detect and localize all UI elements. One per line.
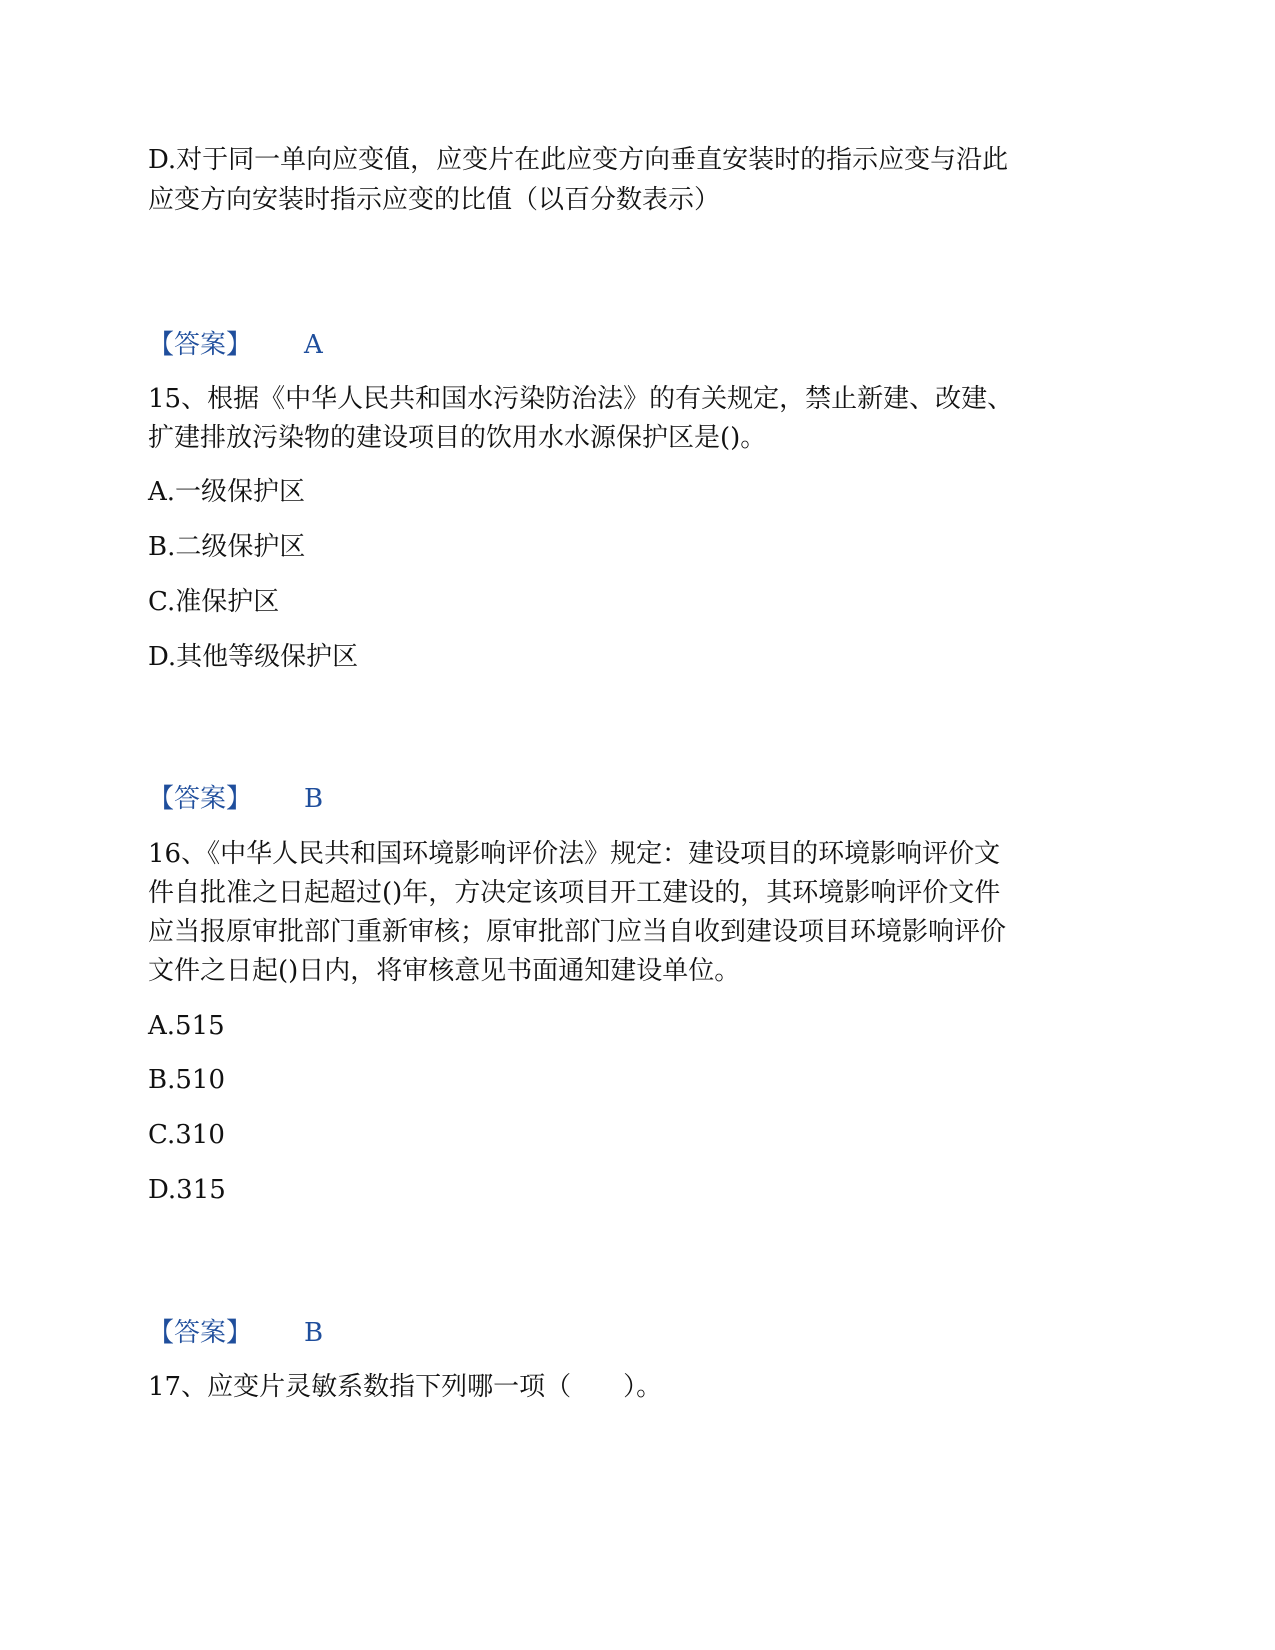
q16-stem-line3: 应当报原审批部门重新审核；原审批部门应当自收到建设项目环境影响评价 <box>148 917 1007 947</box>
q15-option-d: D.其他等级保护区 <box>148 642 359 672</box>
q16-option-c: C.310 <box>148 1120 225 1150</box>
q16-answer <box>148 1313 323 1353</box>
q16-option-b: B.510 <box>148 1065 225 1095</box>
answer-label: 【答案】 <box>148 784 253 814</box>
q15-answer <box>148 779 323 819</box>
answer-value: A <box>304 330 323 360</box>
answer-value: B <box>304 1318 324 1348</box>
q15-option-c: C.准保护区 <box>148 587 280 617</box>
q14-option-d-line1: D.对于同一单向应变值，应变片在此应变方向垂直安装时的指示应变与沿此 <box>148 145 1009 175</box>
q16-option-d: D.315 <box>148 1175 226 1205</box>
q15-option-a: A.一级保护区 <box>148 477 306 507</box>
answer-value: B <box>304 784 324 814</box>
q14-answer <box>148 325 323 365</box>
q15-stem-line2: 扩建排放污染物的建设项目的饮用水水源保护区是()。 <box>148 423 767 453</box>
q14-option-d-line2: 应变方向安装时指示应变的比值（以百分数表示） <box>148 185 721 215</box>
q16-stem-line4: 文件之日起()日内，将审核意见书面通知建设单位。 <box>148 956 741 986</box>
answer-label: 【答案】 <box>148 1318 253 1348</box>
q15-stem-line1: 15、根据《中华人民共和国水污染防治法》的有关规定，禁止新建、改建、 <box>148 384 1014 414</box>
answer-label: 【答案】 <box>148 330 253 360</box>
q16-stem-line1: 16、《中华人民共和国环境影响评价法》规定：建设项目的环境影响评价文 <box>148 839 1001 869</box>
q17-stem-line1: 17、应变片灵敏系数指下列哪一项（ ）。 <box>148 1372 663 1402</box>
q15-option-b: B.二级保护区 <box>148 532 306 562</box>
q16-stem-line2: 件自批准之日起超过()年，方决定该项目开工建设的，其环境影响评价文件 <box>148 878 1001 908</box>
q16-option-a: A.515 <box>148 1011 225 1041</box>
